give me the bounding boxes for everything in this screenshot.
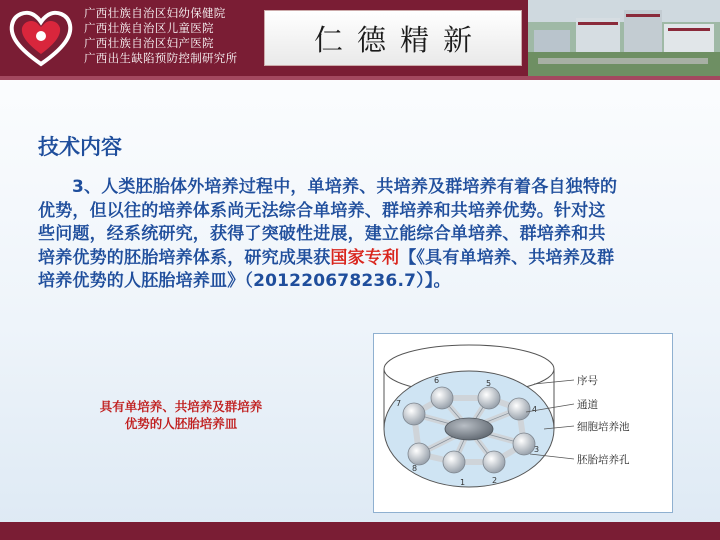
culture-dish-illustration [374,334,674,514]
org-name: 广西壮族自治区妇产医院 [84,36,214,50]
label-embryo-well: 胚胎培养孔 [577,454,630,466]
patent-highlight: 国家专利 [330,247,400,268]
org-name: 广西壮族自治区妇幼保健院 [84,6,226,20]
label-sequence-number: 序号 [577,375,598,387]
header-bar [0,0,720,76]
well-number: 8 [412,464,418,473]
motto-text: 仁德精新 [313,22,486,57]
figure-caption: 具有单培养、共培养及群培养优势的人胚胎培养皿 [99,399,263,431]
hospital-logo-icon [6,6,76,70]
well-number: 2 [492,476,498,485]
well-number: 1 [460,478,466,487]
well-number: 5 [486,379,492,388]
footer-bar [0,522,720,540]
well-number: 4 [532,405,538,414]
body-paragraph [38,176,620,294]
section-title: 技术内容 [38,135,122,159]
label-cell-pool: 细胞培养池 [577,421,630,433]
well-number: 6 [434,376,440,385]
label-channel: 通道 [577,399,598,411]
motto-box [264,10,522,66]
culture-dish-diagram [373,333,673,513]
well-number: 7 [396,399,402,408]
campus-photo [528,0,720,76]
organization-list [84,6,260,66]
body-text-part2: 【《具有单培养、共培养及群培养优势的人胚胎培养皿》（201220678236.7）】。 [38,247,615,291]
well-number: 3 [534,445,540,454]
body-text-part1: 3、人类胚胎体外培养过程中，单培养、共培养及群培养有着各自独特的优势，但以往的培养体系尚无法综合单培养、群培养和共培养优势。针对这些问题，经系统研究，获得了突破性进展，建立能综合单培养、群培养和共培养优势的胚胎培养体系，研究成果获 [38,177,618,268]
header-divider [0,76,720,80]
org-name: 广西出生缺陷预防控制研究所 [84,51,238,65]
org-name: 广西壮族自治区儿童医院 [84,21,214,35]
